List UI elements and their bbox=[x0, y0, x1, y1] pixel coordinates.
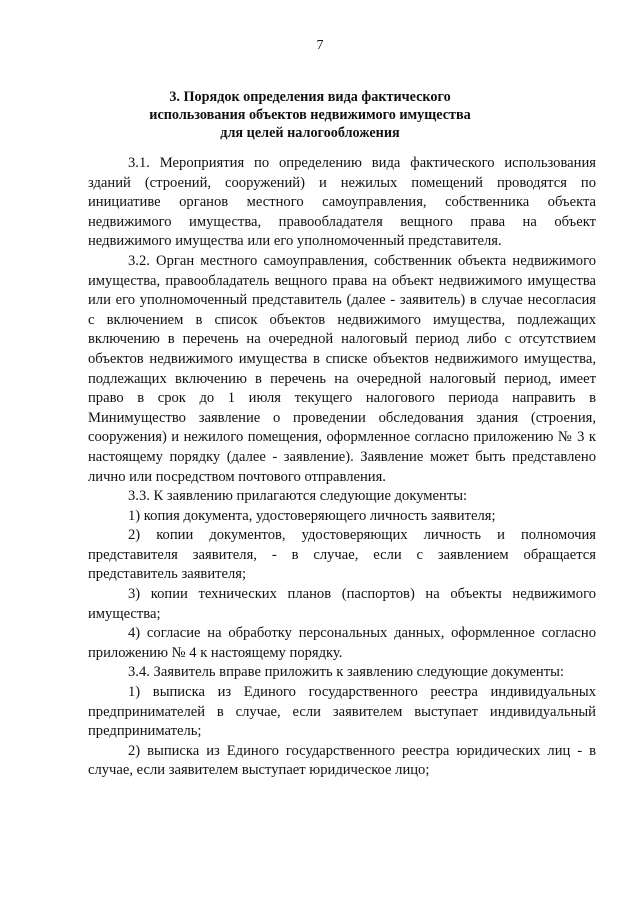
section-heading-line-1: 3. Порядок определения вида фактического bbox=[169, 89, 451, 105]
list-item-3-3-4: 4) согласие на обработку персональных данных, оформленное согласно приложению № 4 к настоящему порядку. bbox=[88, 625, 596, 661]
paragraph-3-2: 3.2. Орган местного самоуправления, собственник объекта недвижимого имущества, правообладатель вещного права на объект недвижимого имущества или его уполномоченный представитель (далее - заявитель) в случае несогласия с включением в список объектов недвижимого имущества, подлежащих включению в перечень на очередной налоговый период либо с отсутствием объектов недвижимого имущества в списке объектов недвижимого имущества, подлежащих включению в перечень на очередной налоговый период, имеет право в срок до 1 июля текущего налогового периода направить в Минимущество заявление о проведении обследования здания (строения, сооружения) и нежилого помещения, оформленное согласно приложению № 3 к настоящему порядку (далее - заявление). Заявление может быть представлено лично или посредством почтового отправления. bbox=[88, 252, 596, 485]
list-item-3-3-1: 1) копия документа, удостоверяющего личность заявителя; bbox=[128, 507, 496, 524]
section-heading-line-2: использования объектов недвижимого имущества bbox=[149, 107, 471, 123]
section-heading bbox=[100, 88, 520, 142]
list-item-3-4-2: 2) выписка из Единого государственного реестра юридических лиц - в случае, если заявителем выступает юридическое лицо; bbox=[88, 742, 596, 779]
paragraph-3-1: 3.1. Мероприятия по определению вида фактического использования зданий (строений, сооружений) и нежилых помещений проводятся по инициативе органов местного самоуправления, собственника объекта недвижимого имущества, правообладателя вещного права на объект недвижимого имущества или его уполномоченный представителя. bbox=[88, 155, 596, 250]
paragraph-3-3: 3.3. К заявлению прилагаются следующие документы: bbox=[128, 488, 468, 505]
section-heading-line-3: для целей налогообложения bbox=[220, 125, 400, 141]
page-number: 7 bbox=[316, 38, 324, 53]
document-body bbox=[88, 154, 596, 781]
list-item-3-4-1: 1) выписка из Единого государственного реестра индивидуальных предпринимателей в случае, если заявителем выступает индивидуальный предприниматель; bbox=[88, 684, 596, 740]
list-item-3-3-2: 2) копии документов, удостоверяющих личность и полномочия представителя заявителя, - в случае, если с заявлением обращается представитель заявителя; bbox=[88, 527, 596, 583]
list-item-3-3-3: 3) копии технических планов (паспортов) на объекты недвижимого имущества; bbox=[88, 586, 596, 622]
paragraph-3-4: 3.4. Заявитель вправе приложить к заявлению следующие документы: bbox=[128, 664, 564, 681]
